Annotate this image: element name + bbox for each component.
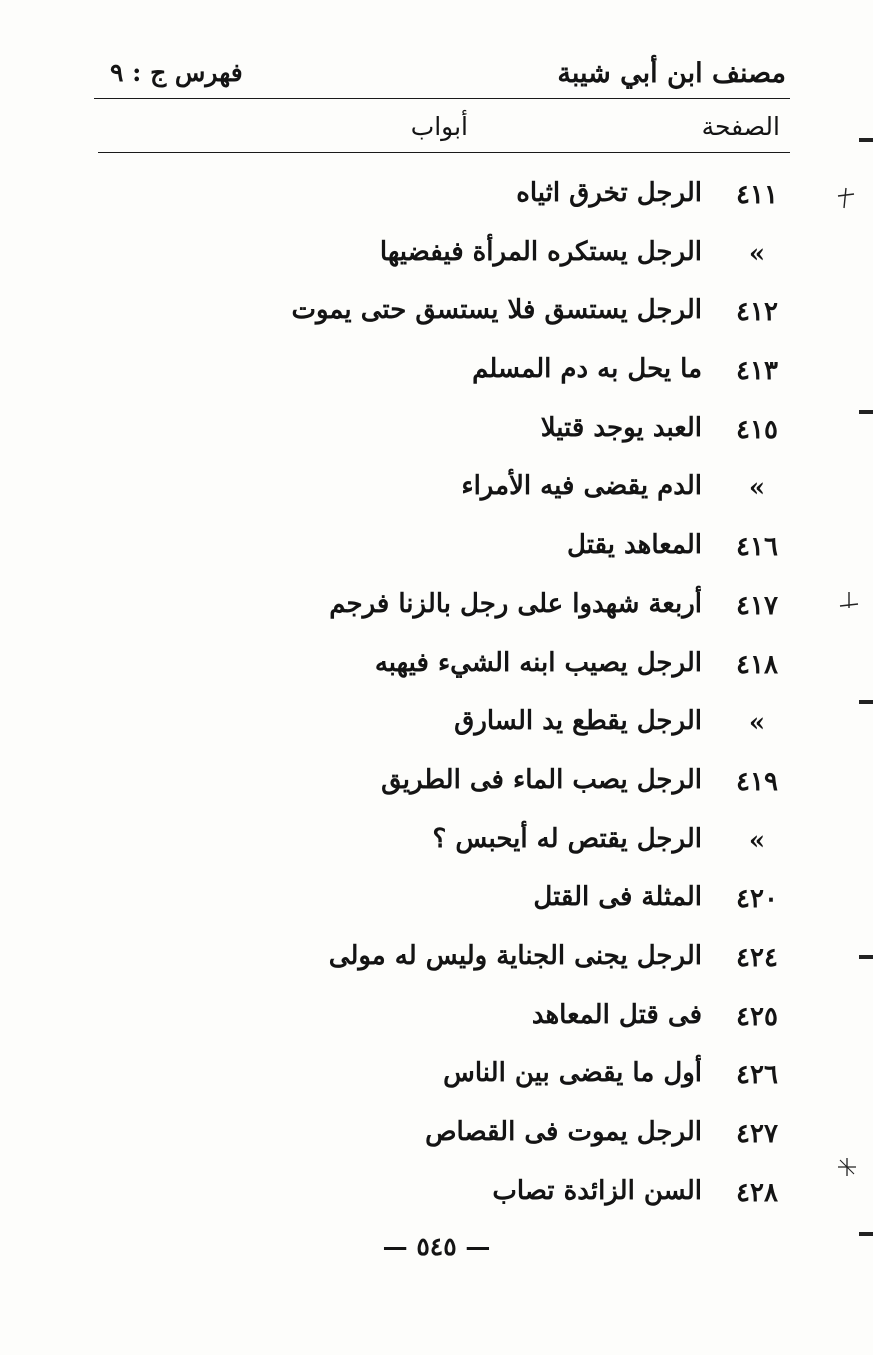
index-entry xyxy=(80,587,780,646)
entry-page-number: » xyxy=(748,825,766,856)
index-entry xyxy=(80,939,780,998)
entry-page-number: ٤٢٤ xyxy=(736,942,778,973)
registration-mark-icon xyxy=(838,590,860,612)
entry-page-number: ٤١٨ xyxy=(736,649,778,680)
entry-page-number: ٤١٩ xyxy=(736,766,778,797)
entry-title: الرجل يستكره المرأة فيفضيها xyxy=(379,236,702,267)
entry-title: فى قتل المعاهد xyxy=(531,999,702,1030)
index-entry xyxy=(80,880,780,939)
index-entry xyxy=(80,528,780,587)
margin-mark xyxy=(859,955,873,959)
margin-mark xyxy=(859,700,873,704)
index-entry xyxy=(80,411,780,470)
entry-page-number: ٤٢٥ xyxy=(736,1001,778,1032)
index-entry xyxy=(80,1115,780,1174)
index-entry xyxy=(80,352,780,411)
entry-title: أربعة شهدوا على رجل بالزنا فرجم xyxy=(329,588,702,619)
entry-title: المثلة فى القتل xyxy=(533,882,702,913)
entry-page-number: ٤١١ xyxy=(736,180,778,210)
registration-cross-icon xyxy=(836,186,856,210)
registration-star-icon xyxy=(836,1156,858,1178)
index-entry xyxy=(80,293,780,352)
entry-page-number: ٤١٦ xyxy=(736,532,778,563)
entry-title: السن الزائدة تصاب xyxy=(492,1175,702,1206)
margin-mark xyxy=(859,138,873,142)
column-headers xyxy=(100,112,788,146)
index-entry xyxy=(80,822,780,881)
index-entry xyxy=(80,1056,780,1115)
index-entry xyxy=(80,763,780,822)
entry-title: الرجل يصب الماء فى الطريق xyxy=(381,764,702,795)
entry-title: الرجل يصيب ابنه الشيء فيهبه xyxy=(374,647,702,678)
entry-page-number: ٤١٥ xyxy=(736,414,778,445)
page-column-header: الصفحة xyxy=(701,112,780,141)
chapters-column-header: أبواب xyxy=(410,112,468,141)
index-entry xyxy=(80,704,780,763)
page-folio: — ٥٤٥ — xyxy=(382,1232,491,1261)
index-entry xyxy=(80,469,780,528)
index-entries xyxy=(80,176,780,1232)
index-entry xyxy=(80,176,780,235)
index-entry xyxy=(80,646,780,705)
column-header-rule xyxy=(98,152,790,153)
margin-mark xyxy=(859,410,873,414)
entry-title: الرجل يقطع يد السارق xyxy=(454,706,702,737)
entry-page-number: ٤٢٨ xyxy=(736,1177,778,1208)
entry-page-number: ٤٢٠ xyxy=(736,884,778,915)
entry-title: الرجل يستسق فلا يستسق حتى يموت xyxy=(291,295,702,326)
entry-title: الدم يقضى فيه الأمراء xyxy=(461,471,702,502)
header-rule xyxy=(94,98,790,99)
entry-page-number: ٤١٧ xyxy=(736,590,778,621)
entry-title: المعاهد يقتل xyxy=(567,530,702,561)
index-volume-label: فهرس ج : ٩ xyxy=(110,58,243,87)
entry-title: العبد يوجد قتيلا xyxy=(540,412,702,443)
entry-page-number: ٤٢٧ xyxy=(736,1119,778,1149)
margin-mark xyxy=(859,1232,873,1236)
running-head xyxy=(96,58,786,94)
entry-page-number: ٤١٢ xyxy=(736,297,778,328)
entry-page-number: ٤١٣ xyxy=(736,356,778,387)
entry-page-number: » xyxy=(748,473,766,504)
index-entry xyxy=(80,235,780,294)
index-entry xyxy=(80,1174,780,1233)
book-title: مصنف ابن أبي شيبة xyxy=(557,58,786,89)
entry-page-number: » xyxy=(748,238,766,269)
entry-title: أول ما يقضى بين الناس xyxy=(443,1058,702,1089)
entry-title: ما يحل به دم المسلم xyxy=(472,354,702,385)
entry-page-number: » xyxy=(748,708,766,739)
entry-title: الرجل يقتص له أيحبس ؟ xyxy=(432,823,702,854)
index-entry xyxy=(80,998,780,1057)
entry-title: الرجل تخرق اثياه xyxy=(516,178,702,208)
entry-page-number: ٤٢٦ xyxy=(736,1060,778,1091)
entry-title: الرجل يموت فى القصاص xyxy=(425,1117,702,1147)
entry-title: الرجل يجنى الجناية وليس له مولى xyxy=(328,940,702,971)
